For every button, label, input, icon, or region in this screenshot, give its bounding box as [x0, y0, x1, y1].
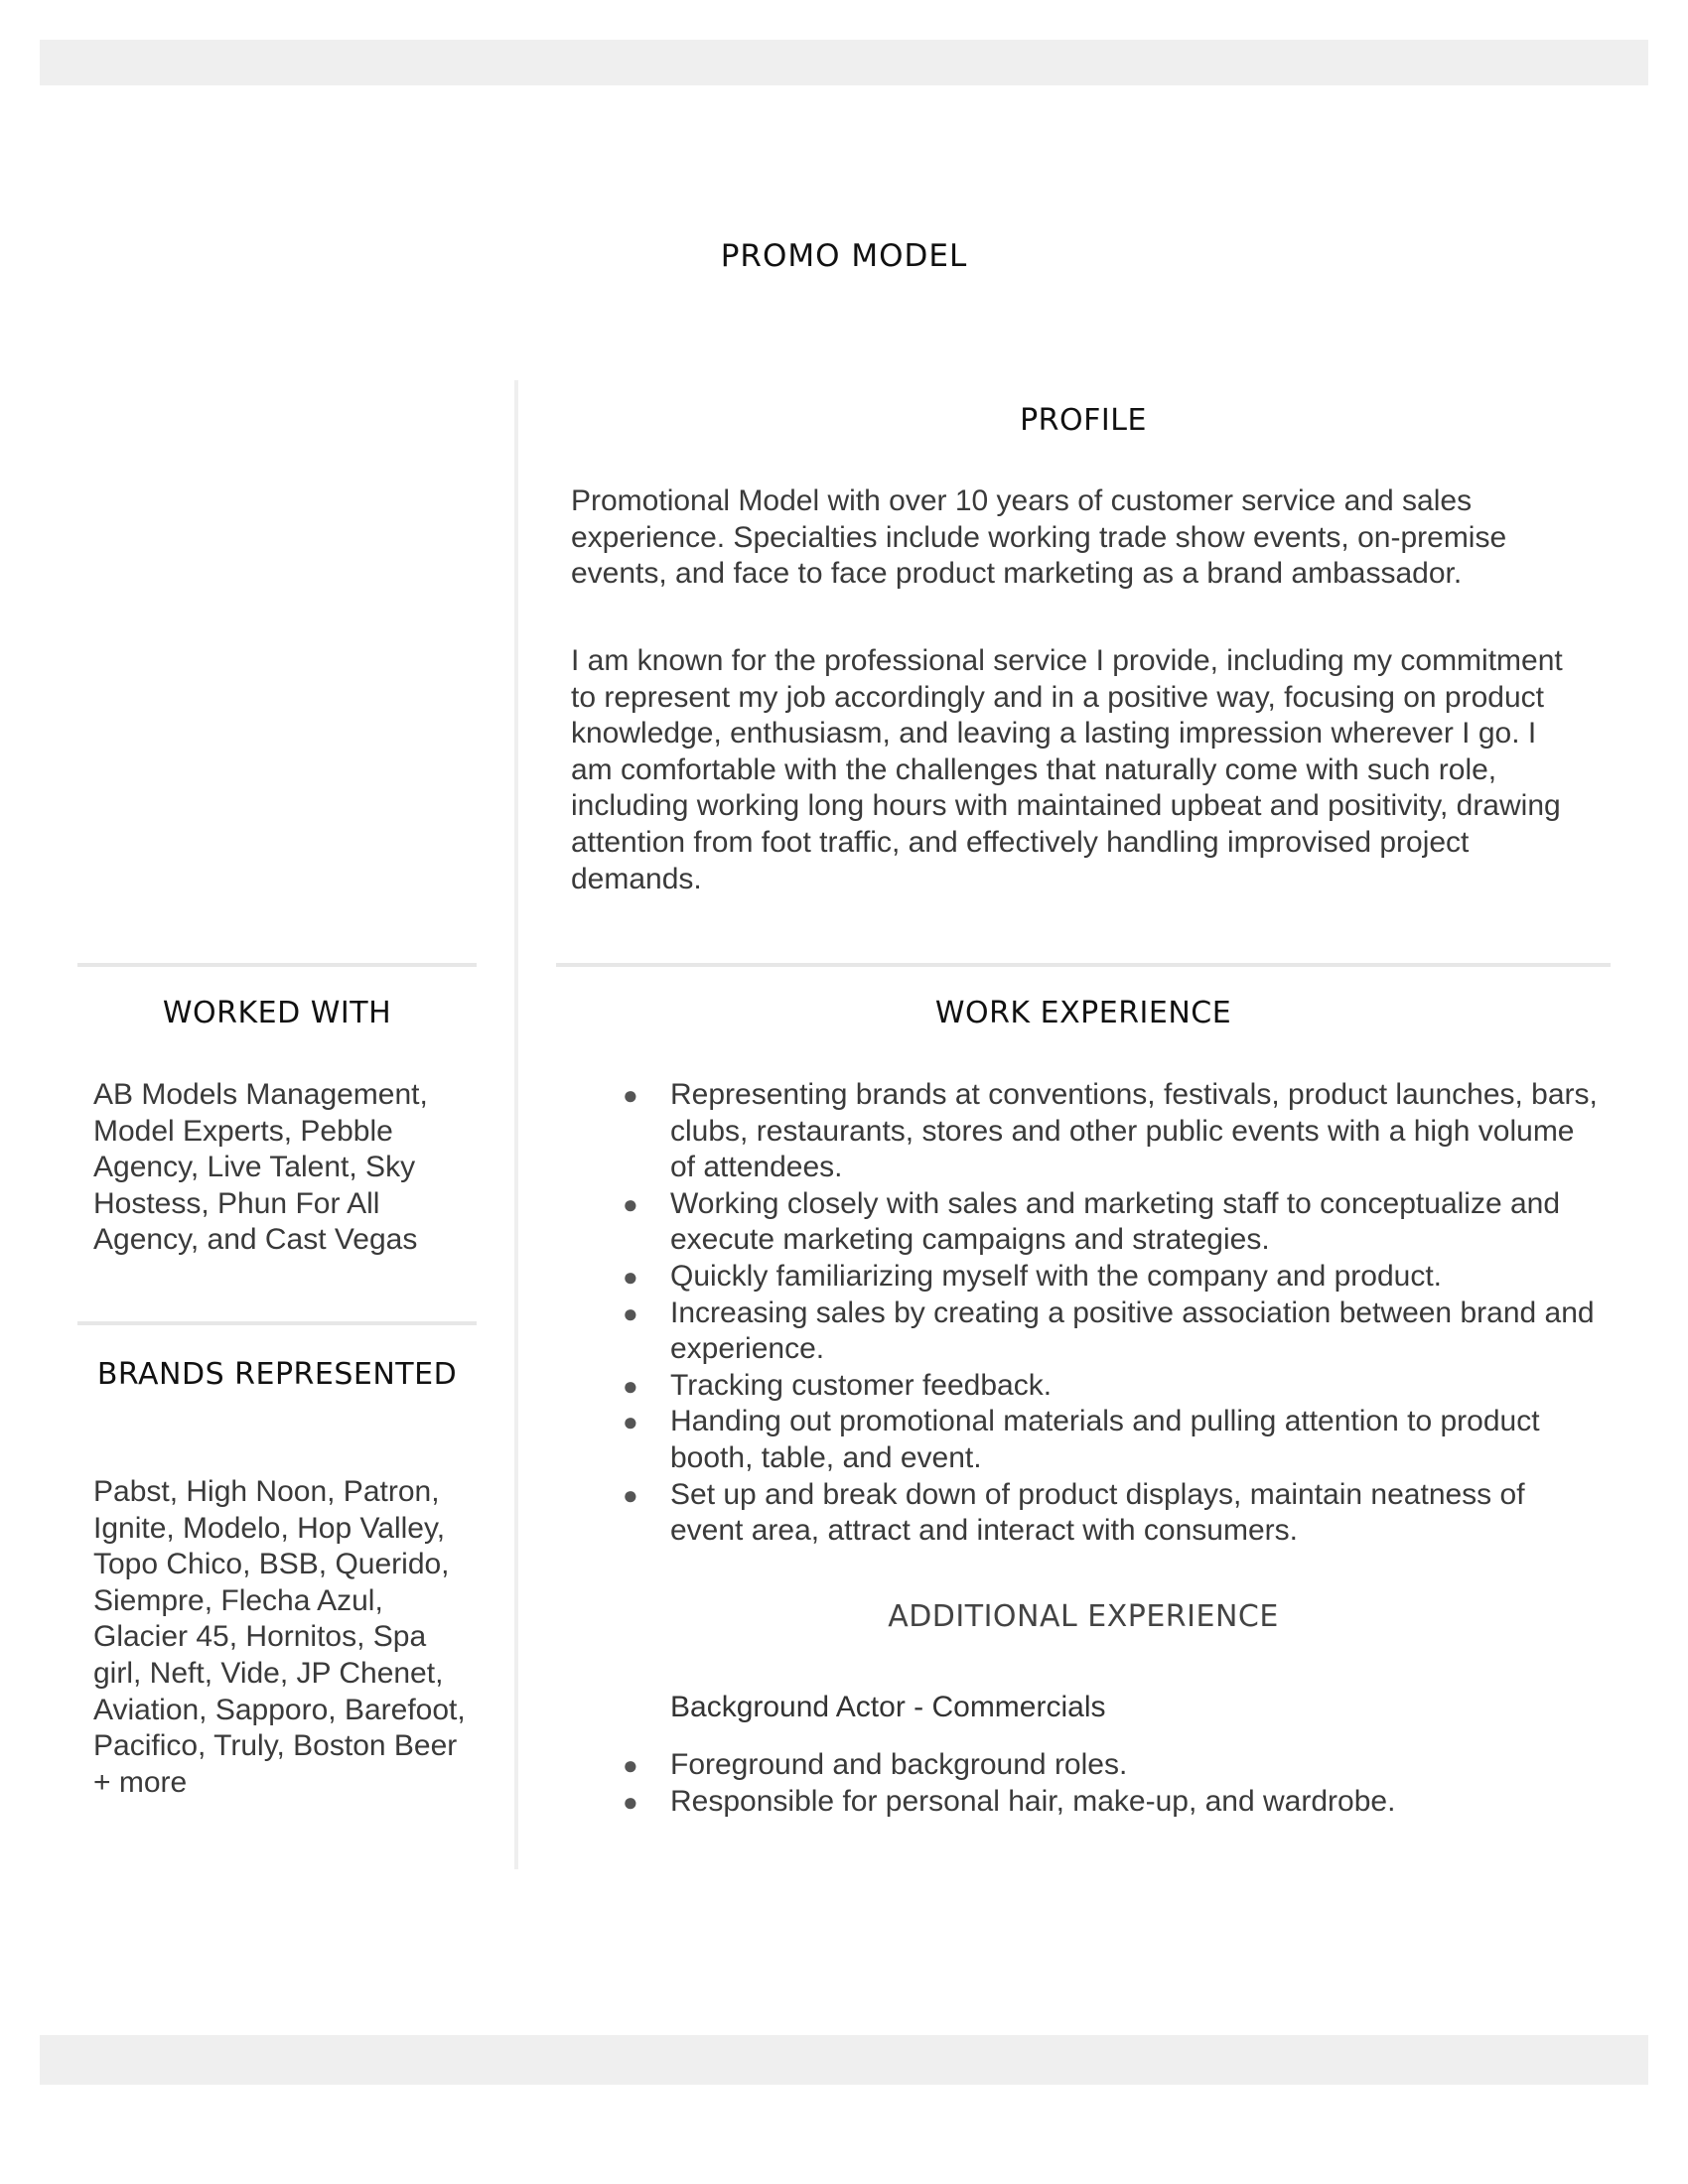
- section-divider-brands: [77, 1321, 477, 1325]
- work-experience-heading: WORK EXPERIENCE: [934, 996, 1232, 1030]
- bullet-icon: ●: [623, 1297, 638, 1328]
- list-item-text: Working closely with sales and marketing staff to conceptualize and execute marketing campaigns and strategies.: [670, 1186, 1561, 1257]
- bullet-icon: ●: [623, 1479, 638, 1510]
- brands-text: Pabst, High Noon, Patron, Ignite, Modelo, Hop Valley, Topo Chico, BSB, Querido, Siempre, Flecha Azul, Glacier 45, Hornitos, Spa girl, Neft, Vide, JP Chenet, Aviation, Sapporo, Barefoot, Pacifico, Truly, Boston Beer + more: [93, 1475, 466, 1799]
- additional-experience-heading: ADDITIONAL EXPERIENCE: [888, 1599, 1279, 1634]
- bottom-band: [40, 2035, 1648, 2085]
- section-divider-work-experience: [556, 963, 1611, 967]
- bullet-icon: ●: [623, 1407, 638, 1437]
- list-item-text: Responsible for personal hair, make-up, and wardrobe.: [670, 1784, 1396, 1818]
- document-title: PROMO MODEL: [720, 238, 968, 274]
- list-item: [571, 1296, 1604, 1368]
- list-item: [571, 1186, 1604, 1259]
- bullet-icon: ●: [623, 1786, 638, 1817]
- bullet-icon: ●: [623, 1370, 638, 1401]
- list-item: [571, 1747, 1604, 1784]
- bullet-icon: ●: [623, 1261, 638, 1292]
- bullet-icon: ●: [623, 1188, 638, 1219]
- list-item: [571, 1784, 1604, 1821]
- column-divider: [514, 380, 518, 1869]
- list-item-text: Set up and break down of product displays, maintain neatness of event area, attract and interact with consumers.: [670, 1477, 1525, 1548]
- profile-paragraph-2: I am known for the professional service I provide, including my commitment to represent my job accordingly and in a positive way, focusing on product knowledge, enthusiasm, and leaving a lasting impression wherever I go. I am comfortable with the challenges that naturally come with such role, including working long hours with maintained upbeat and positivity, drawing attention from foot traffic, and effectively handling improvised project demands.: [571, 644, 1563, 895]
- work-experience-list: [571, 1077, 1604, 1550]
- list-item: [571, 1404, 1604, 1476]
- list-item: [571, 1077, 1604, 1186]
- list-item-text: Handing out promotional materials and pulling attention to product booth, table, and event.: [670, 1405, 1540, 1474]
- additional-experience-list: [571, 1747, 1604, 1820]
- list-item: [571, 1477, 1604, 1550]
- list-item-text: Foreground and background roles.: [670, 1748, 1128, 1781]
- list-item-text: Increasing sales by creating a positive association between brand and experience.: [670, 1296, 1595, 1366]
- additional-experience-role: Background Actor - Commercials: [670, 1691, 1106, 1723]
- profile-heading: PROFILE: [1020, 403, 1147, 438]
- worked-with-text: AB Models Management, Model Experts, Pebble Agency, Live Talent, Sky Hostess, Phun For All Agency, and Cast Vegas: [93, 1078, 428, 1257]
- list-item-text: Tracking customer feedback.: [670, 1368, 1053, 1402]
- bullet-icon: ●: [623, 1080, 638, 1110]
- list-item-text: Quickly familiarizing myself with the company and product.: [670, 1259, 1442, 1293]
- worked-with-heading: WORKED WITH: [162, 996, 392, 1030]
- brands-heading: BRANDS REPRESENTED: [96, 1357, 458, 1392]
- list-item: [571, 1259, 1604, 1296]
- section-divider-worked-with: [77, 963, 477, 967]
- bullet-icon: ●: [623, 1750, 638, 1780]
- list-item-text: Representing brands at conventions, festivals, product launches, bars, clubs, restaurants, stores and other public events with a high volume of attendees.: [670, 1078, 1598, 1184]
- list-item: [571, 1368, 1604, 1405]
- profile-paragraph-1: Promotional Model with over 10 years of customer service and sales experience. Specialties include working trade show events, on-premise events, and face to face product marketing as a brand ambassador.: [571, 484, 1507, 591]
- top-band: [40, 40, 1648, 85]
